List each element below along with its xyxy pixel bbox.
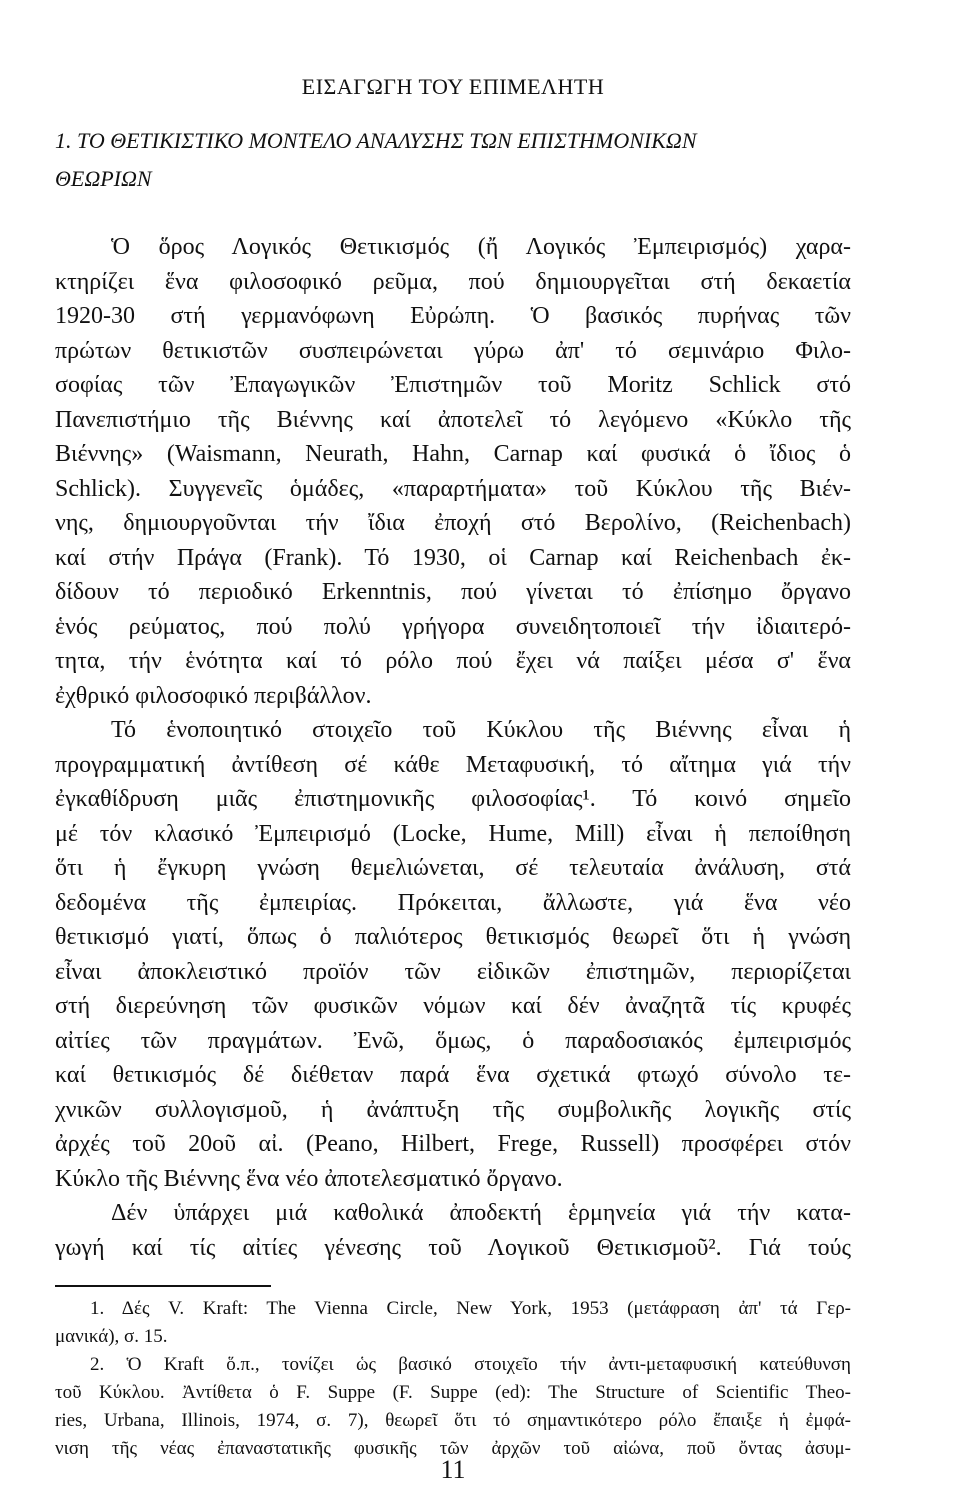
section-title-line-2: ΘΕΩΡΙΩΝ — [55, 166, 152, 191]
body-line: τητα, τήν ἑνότητα καί τό ρόλο πού ἔχει νά παίξει μέσα σ' ἕνα — [55, 648, 851, 674]
footnote-line: ries, Urbana, Illinois, 1974, σ. 7), θεωρεῖ ὅτι τό σημαντικότερο ρόλο ἔπαιξε ἡ ἐμφά- — [55, 1410, 851, 1431]
footnote-line: νιση τῆς νέας ἐπαναστατικῆς φυσικῆς τῶν ἀρχῶν τοῦ αἰώνα, ποῦ ὄντας ἀσυμ- — [55, 1438, 851, 1459]
body-line: Κύκλο τῆς Βιέννης ἕνα νέο ἀποτελεσματικό ὄργανο. — [55, 1165, 563, 1192]
body-line: καί στήν Πράγα (Frank). Τό 1930, οἱ Carnap καί Reichenbach ἐκ- — [55, 544, 851, 571]
body-line: καί θετικισμός δέ διέθεταν παρά ἕνα σχετικά φτωχό σύνολο τε- — [55, 1062, 851, 1088]
body-line: εἶναι ἀποκλειστικό προϊόν τῶν εἰδικῶν ἐπιστημῶν, περιορίζεται — [55, 958, 851, 985]
body-line: στή διερεύνηση τῶν φυσικῶν νόμων καί δέν ἀναζητᾶ τίς κρυφές — [55, 993, 851, 1019]
body-line: κτηρίζει ἕνα φιλοσοφικό ρεῦμα, πού δημιουργεῖται στή δεκαετία — [55, 268, 851, 295]
body-line: σοφίας τῶν Ἐπαγωγικῶν Ἐπιστημῶν τοῦ Moritz Schlick στό — [55, 372, 851, 398]
body-line: ἑνός ρεύματος, πού πολύ γρήγορα συνειδητοποιεῖ τήν ἰδιαιτερό- — [55, 613, 851, 640]
section-title-line-1: ΤΟ ΘΕΤΙΚΙΣΤΙΚΟ ΜΟΝΤΕΛΟ ΑΝΑΛΥΣΗΣ ΤΩΝ ΕΠΙΣΤΗΜΟΝΙΚΩΝ — [77, 128, 697, 153]
body-line: προγραμματική ἀντίθεση σέ κάθε Μεταφυσική, τό αἴτημα γιά τήν — [55, 751, 851, 778]
footnote-rule — [55, 1285, 271, 1287]
body-line: χνικῶν συλλογισμοῦ, ἡ ἀνάπτυξη τῆς συμβολικῆς λογικῆς στίς — [55, 1096, 851, 1123]
body-line: ἐγκαθίδρυση μιᾶς ἐπιστημονικῆς φιλοσοφίας¹. Τό κοινό σημεῖο — [55, 786, 851, 812]
body-line: δεδομένα τῆς ἐμπειρίας. Πρόκειται, ἄλλωστε, γιά ἕνα νέο — [55, 889, 851, 916]
footnote-line: 1. Δές V. Kraft: The Vienna Circle, New York, 1953 (μετάφραση ἀπ' τά Γερ- — [90, 1298, 851, 1319]
body-line: Πανεπιστήμιο τῆς Βιέννης καί ἀποτελεῖ τό λεγόμενο «Κύκλο τῆς — [55, 406, 851, 433]
body-line: 1920-30 στή γερμανόφωνη Εὐρώπη. Ὁ βασικός πυρήνας τῶν — [55, 303, 851, 329]
body-line: δίδουν τό περιοδικό Erkenntnis, πού γίνεται τό ἐπίσημο ὄργανο — [55, 579, 851, 605]
body-line: νης, δημιουργοῦνται τήν ἴδια ἐποχή στό Βερολίνο, (Reichenbach) — [55, 510, 851, 536]
book-page — [55, 0, 851, 1499]
body-line: Τό ἑνοποιητικό στοιχεῖο τοῦ Κύκλου τῆς Βιέννης εἶναι ἡ — [111, 717, 851, 743]
body-line: αἰτίες τῶν πραγμάτων. Ἐνῶ, ὅμως, ὁ παραδοσιακός ἐμπειρισμός — [55, 1027, 851, 1054]
section-number: 1. — [55, 128, 72, 153]
body-line: Ὁ ὅρος Λογικός Θετικισμός (ἤ Λογικός Ἐμπειρισμός) χαρα- — [111, 234, 851, 260]
running-head: ΕΙΣΑΓΩΓΗ ΤΟΥ ΕΠΙΜΕΛΗΤΗ — [301, 74, 605, 99]
body-line: Schlick). Συγγενεῖς ὁμάδες, «παραρτήματα» τοῦ Κύκλου τῆς Βιέν- — [55, 475, 851, 502]
footnote-line: τοῦ Κύκλου. Ἀντίθετα ὁ F. Suppe (F. Suppe (ed): The Structure of Scientific Theo- — [55, 1382, 851, 1403]
footnote-line: μανικά), σ. 15. — [55, 1326, 168, 1347]
body-line: πρώτων θετικιστῶν συσπειρώνεται γύρω ἀπ' τό σεμινάριο Φιλο- — [55, 337, 851, 364]
body-line: γωγή καί τίς αἰτίες γένεσης τοῦ Λογικοῦ Θετικισμοῦ². Γιά τούς — [55, 1234, 851, 1261]
page-number: 11 — [440, 1455, 466, 1484]
body-line: ὅτι ἡ ἔγκυρη γνώση θεμελιώνεται, σέ τελευταία ἀνάλυση, στά — [55, 855, 851, 881]
section-heading — [55, 122, 851, 198]
body-line: ἀρχές τοῦ 20οῦ αἰ. (Peano, Hilbert, Frege, Russell) προσφέρει στόν — [55, 1131, 851, 1157]
body-line: μέ τόν κλασικό Ἐμπειρισμό (Locke, Hume, Mill) εἶναι ἡ πεποίθηση — [55, 820, 851, 847]
body-line: θετικισμό γιατί, ὅπως ὁ παλιότερος θετικισμός θεωρεῖ ὅτι ἡ γνώση — [55, 924, 851, 950]
body-line: Βιέννης» (Waismann, Neurath, Hahn, Carnap καί φυσικά ὁ ἴδιος ὁ — [55, 441, 851, 467]
footnote-line: 2. Ὁ Kraft ὅ.π., τονίζει ὡς βασικό στοιχεῖο τήν ἀντι-μεταφυσική κατεύθυνση — [90, 1354, 851, 1375]
body-line: ἐχθρικό φιλοσοφικό περιβάλλον. — [55, 682, 372, 709]
body-line: Δέν ὑπάρχει μιά καθολικά ἀποδεκτή ἑρμηνεία γιά τήν κατα- — [111, 1200, 851, 1226]
